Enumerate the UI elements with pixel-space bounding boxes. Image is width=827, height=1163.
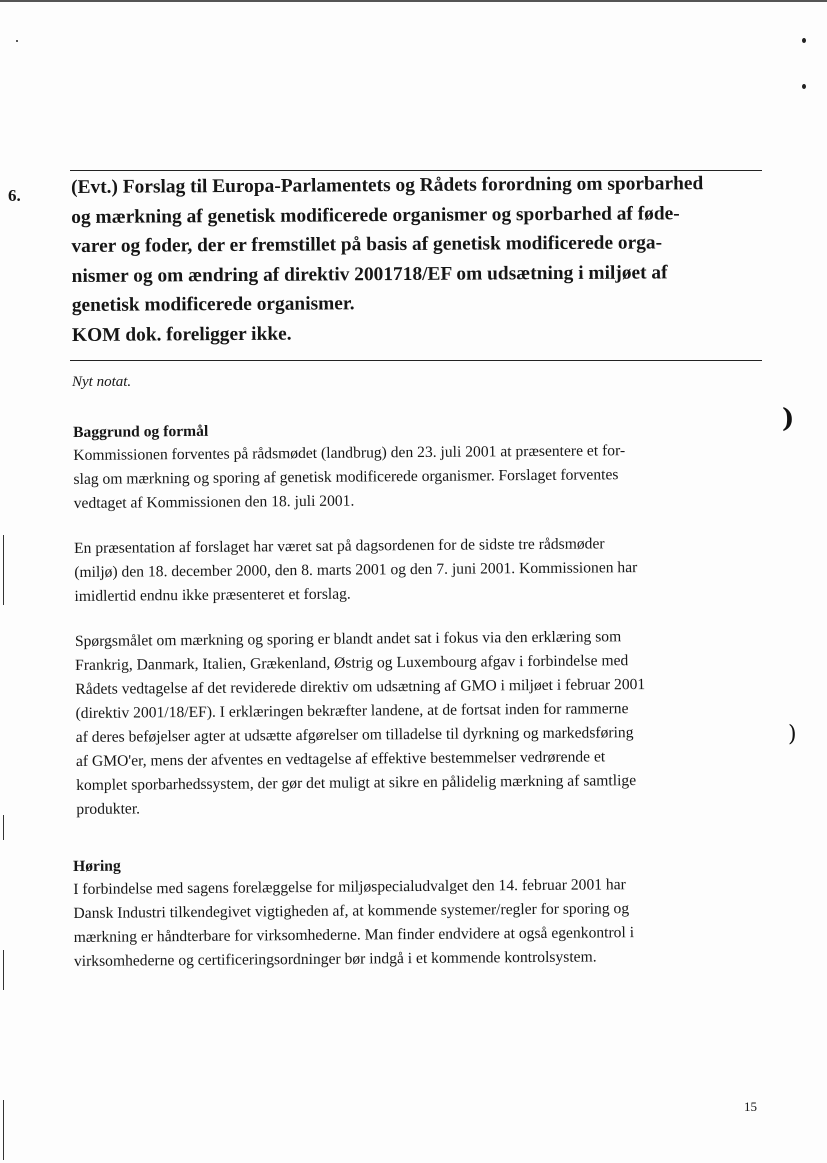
- title-line: og mærkning af genetisk modificerede organismer og sporbarhed af føde-: [71, 202, 680, 228]
- paragraph: [73, 438, 774, 516]
- page-number: 15: [744, 1099, 757, 1114]
- scan-edge-line: [0, 0, 827, 2]
- scan-speck: [802, 84, 806, 89]
- text-line: slag om mærkning og sporing af genetisk modificerede organismer. Forslaget forventes: [73, 466, 619, 488]
- text-line: vedtaget af Kommissionen den 18. juli 2001.: [73, 492, 355, 512]
- text-line: imidlertid endnu ikke præsenteret et forslag.: [74, 585, 351, 605]
- title-line: genetisk modificerede organismer.: [71, 293, 355, 317]
- paragraph: [73, 872, 774, 974]
- section-heading: Baggrund og formål: [73, 422, 209, 441]
- text-line: Kommissionen forventes på rådsmødet (landbrug) den 23. juli 2001 at præsentere et for-: [73, 442, 626, 464]
- text-line: Frankrig, Danmark, Italien, Grækenland, Østrig og Luxembourg afgav i forbindelse med: [75, 652, 629, 674]
- text-line: En præsentation af forslaget har været sat på dagsordenen for de sidste tre rådsmøder: [74, 535, 605, 557]
- hearing-section: [73, 850, 774, 974]
- text-line: I forbindelse med sagens forelæggelse for miljøspecialudvalget den 14. februar 2001 har: [73, 876, 626, 898]
- note-type-label: Nyt notat.: [72, 374, 132, 390]
- text-line: produkter.: [76, 800, 141, 818]
- title-line: varer og foder, der er fremstillet på basis af genetisk modificerede orga-: [71, 232, 663, 258]
- text-line: virksomhederne og certificeringsordninger bør indgå i et kommende kontrolsystem.: [73, 948, 597, 970]
- text-line: (direktiv 2001/18/EF). I erklæringen bekræfter landene, at de fortsat inden for rammerne: [75, 700, 629, 722]
- section-heading: Høring: [73, 857, 121, 875]
- title-line: (Evt.) Forslag til Europa-Parlamentets og Rådets forordning om sporbarhed: [71, 173, 704, 198]
- binder-mark: ): [782, 404, 795, 434]
- text-line: mærkning er håndterbare for virksomhederne. Man finder endvidere at også egenkontrol i: [73, 924, 635, 946]
- background-section: [73, 416, 776, 822]
- text-line: Spørgsmålet om mærkning og sporing er blandt andet sat i fokus via den erklæring som: [74, 628, 622, 650]
- binder-mark: ): [788, 722, 797, 747]
- text-line: af deres beføjelser agter at udsætte afgørelser om tilladelse til dyrkning og markedsføring: [75, 724, 634, 746]
- scan-edge-mark: [3, 950, 4, 990]
- scan-edge-mark: [3, 815, 4, 840]
- paragraph: [75, 624, 777, 822]
- title-line: nismer og om ændring af direktiv 2001718/EF om udsætning i miljøet af: [71, 262, 668, 287]
- text-line: Dansk Industri tilkendegivet vigtigheden af, at kommende systemer/regler for sporing og: [73, 900, 630, 922]
- paragraph: [74, 531, 775, 609]
- text-line: Rådets vedtagelse af det reviderede direktiv om udsætning af GMO i miljøet i februar 2001: [75, 676, 646, 698]
- agenda-item-number: 6.: [8, 186, 21, 205]
- scan-speck: [802, 38, 806, 43]
- scan-edge-mark: [3, 535, 4, 605]
- title-line: KOM dok. foreligger ikke.: [71, 323, 292, 346]
- text-line: (miljø) den 18. december 2000, den 8. marts 2001 og den 7. juni 2001. Kommissionen har: [74, 559, 638, 581]
- scan-speck: [16, 40, 18, 42]
- agenda-item-title: [71, 169, 772, 351]
- text-line: af GMO'er, mens der afventes en vedtagelse af effektive bestemmelser vedrørende et: [75, 748, 606, 770]
- scan-edge-mark: [3, 1100, 4, 1160]
- title-bottom-rule: [70, 360, 762, 361]
- text-line: komplet sporbarhedssystem, der gør det muligt at sikre en pålidelig mærkning af samtlige: [76, 772, 637, 794]
